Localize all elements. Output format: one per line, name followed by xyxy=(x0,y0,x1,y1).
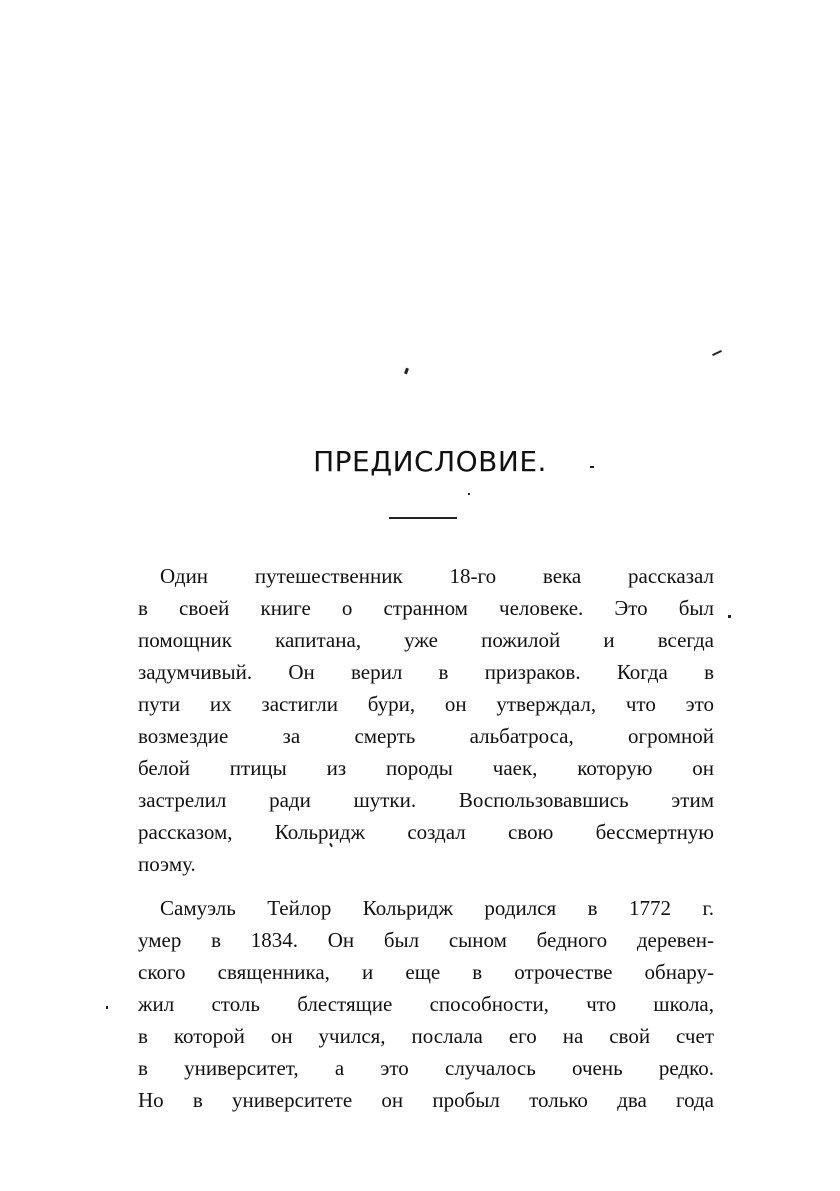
text-line: возмездие за смерть альбатроса, огромной xyxy=(138,724,714,748)
text-line: белой птицы из породы чаек, которую он xyxy=(138,756,714,780)
paragraph-gap xyxy=(138,880,714,892)
text-line: в университет, а это случалось очень редко. xyxy=(138,1056,714,1080)
text-line: поэму. xyxy=(138,852,196,876)
text-line: помощник капитана, уже пожилой и всегда xyxy=(138,628,714,652)
scan-speck xyxy=(712,350,722,356)
text-line: Самуэль Тейлор Кольридж родился в 1772 г. xyxy=(160,896,714,920)
paragraph-2 xyxy=(138,892,714,1116)
scan-speck xyxy=(106,1006,108,1009)
text-line: в которой он учился, послала его на свой счет xyxy=(138,1024,714,1048)
text-line: в своей книге о странном человеке. Это был xyxy=(138,596,714,620)
paragraph-1 xyxy=(138,560,714,880)
text-line: Один путешественник 18-го века рассказал xyxy=(160,564,714,588)
text-line: Но в университете он пробыл только два года xyxy=(138,1088,714,1112)
text-line: ского священника, и еще в отрочестве обнару- xyxy=(138,960,714,984)
scan-speck xyxy=(404,368,409,375)
text-line: жил столь блестящие способности, что школа, xyxy=(138,992,714,1016)
text-line: задумчивый. Он верил в призраков. Когда в xyxy=(138,660,714,684)
text-line: пути их застигли бури, он утверждал, что это xyxy=(138,692,714,716)
scan-speck xyxy=(468,493,470,495)
text-line: застрелил ради шутки. Воспользовавшись этим xyxy=(138,788,714,812)
body-text xyxy=(138,560,714,1116)
text-line: умер в 1834. Он был сыном бедного деревен- xyxy=(138,928,714,952)
text-line: рассказом, Кольридж создал свою бессмертную xyxy=(138,820,714,844)
scan-speck xyxy=(728,615,731,618)
title-divider xyxy=(389,517,457,519)
page-title: ПРЕДИСЛОВИЕ. xyxy=(313,445,547,478)
